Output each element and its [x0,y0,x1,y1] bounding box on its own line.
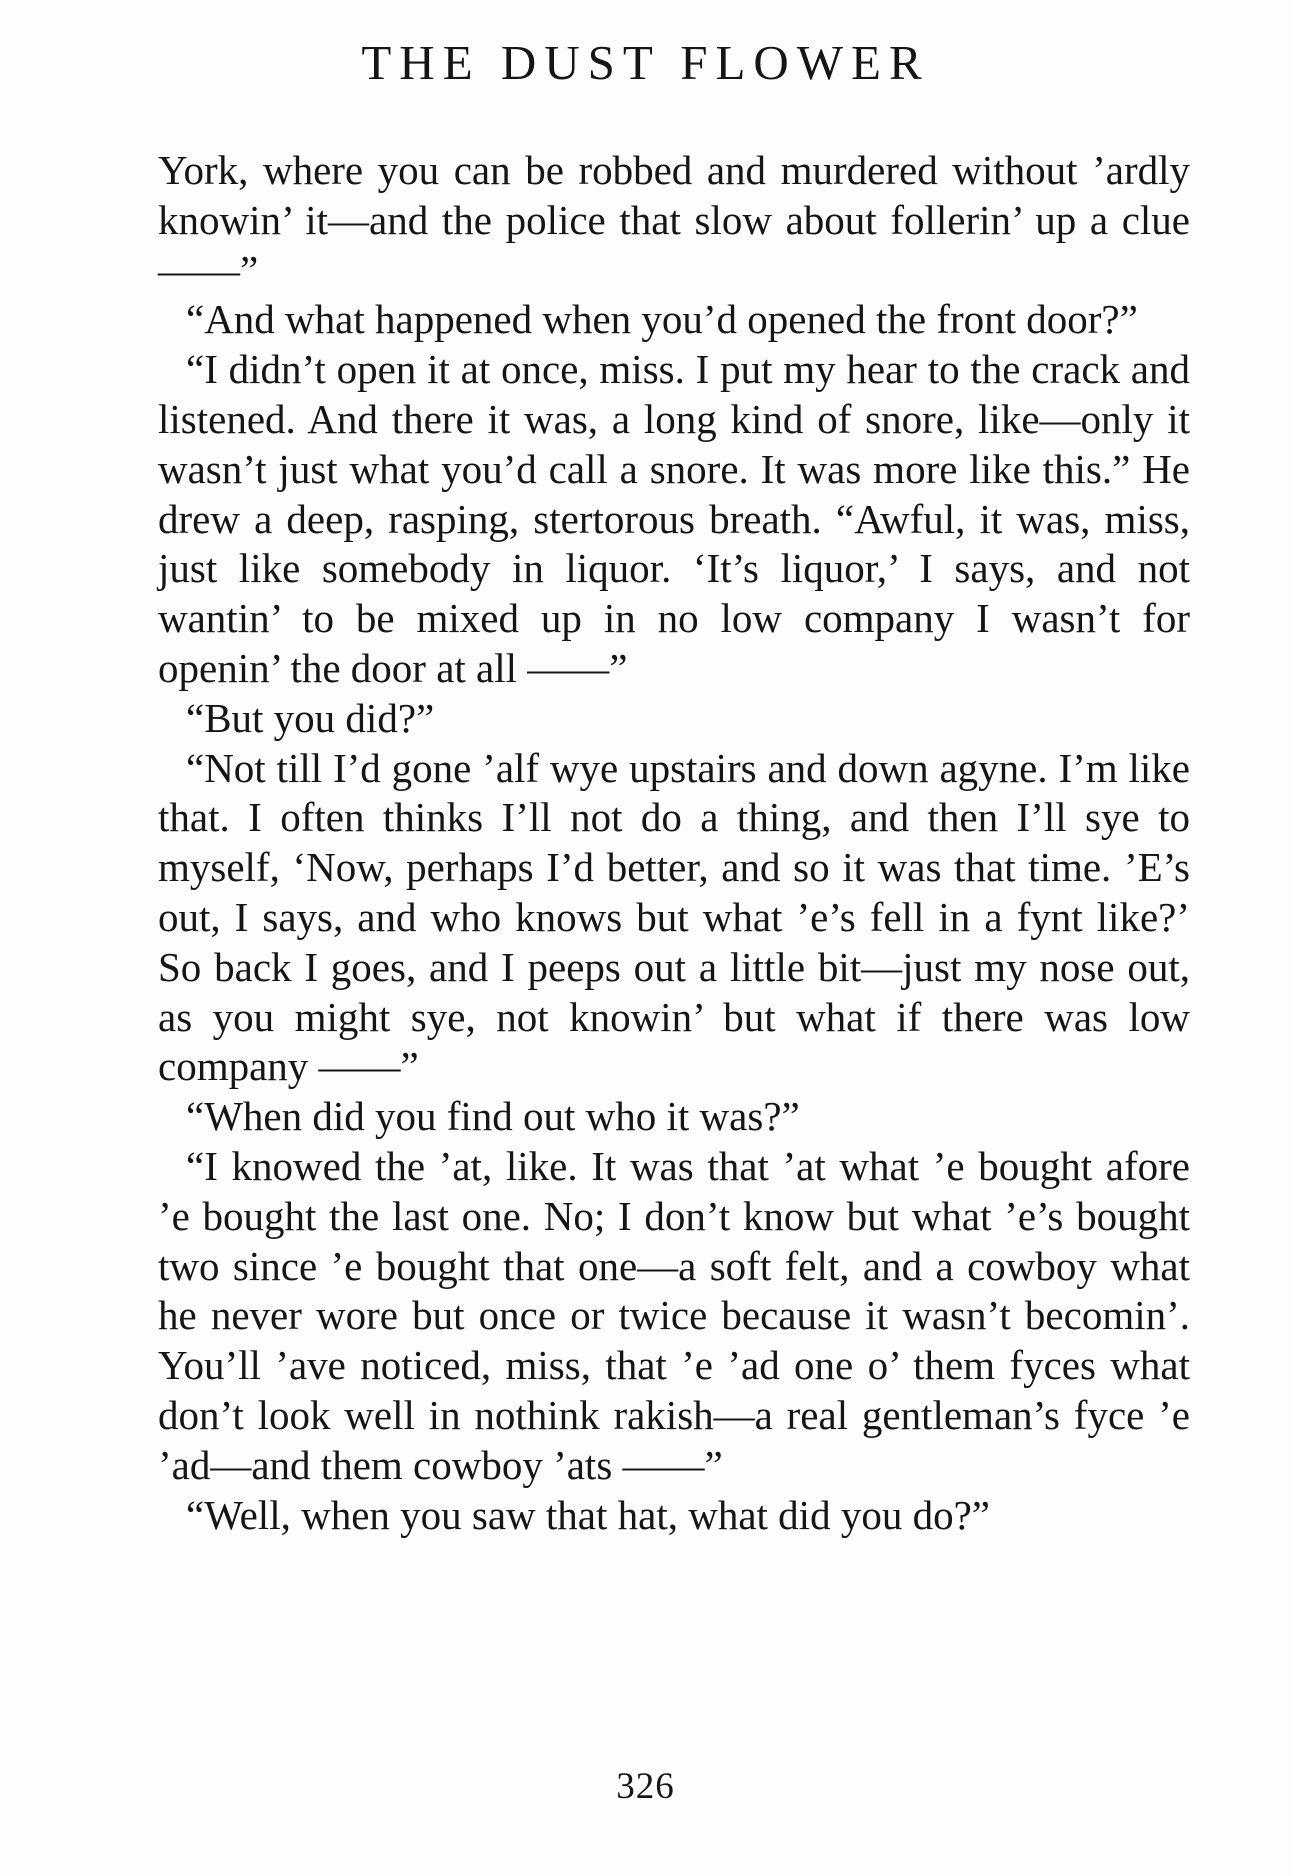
paragraph: “When did you find out who it was?” [186,1093,800,1140]
paragraph: “And what happened when you’d opened the front door?” [186,296,1138,343]
paragraph: “I didn’t open it at once, miss. I put my hear to the crack and listened. And there it was, a long kind of snore, like—only it wasn’t just what you’d call a snore. It was more like this.” He drew a deep, rasping, stertorous breath. “Awful, it was, miss, just like somebody in liquor. ‘It’s liquor,’ I says, and not wantin’ to be mixed up in no low company I wasn’t for openin’ the door at all ——” [158,346,1190,691]
paragraph: “Well, when you saw that hat, what did you do?” [186,1491,990,1538]
page-number: 326 [616,1766,675,1807]
body-text [158,146,1190,1540]
paragraph: “I knowed the ’at, like. It was that ’at what ’e bought afore ’e bought the last one. No; I don’t know but what ’e’s bought two since ’e bought that one—a soft felt, and a cowboy what he never wore but once or twice because it wasn’t becomin’. You’ll ’ave noticed, miss, that ’e ’ad one o’ them fyces what don’t look well in nothink rakish—a real gentleman’s fyce ’e ’ad—and them cowboy ’ats ——” [158,1142,1190,1488]
paragraph: York, where you can be robbed and murdered without ’ardly knowin’ it—and the police that slow about follerin’ up a clue ——” [158,147,1190,293]
paragraph: “Not till I’d gone ’alf wye upstairs and down agyne. I’m like that. I often thinks I’ll not do a thing, and then I’ll sye to myself, ‘Now, perhaps I’d better, and so it was that time. ’E’s out, I says, and who knows but what ’e’s fell in a fynt like?’ So back I goes, and I peeps out a little bit—just my nose out, as you might sye, not knowin’ but what if there was low company ——” [158,744,1190,1090]
paragraph: “But you did?” [186,694,435,741]
running-head: THE DUST FLOWER [361,35,930,90]
